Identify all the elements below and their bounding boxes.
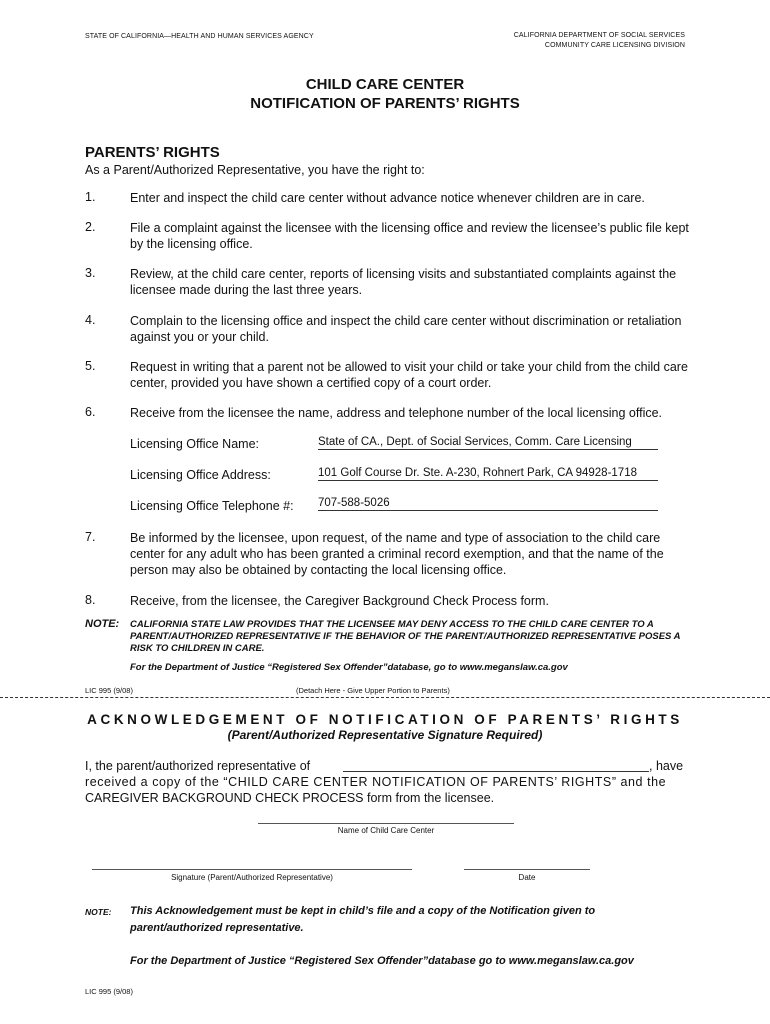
item-text: Request in writing that a parent not be allowed to visit your child or take your child from the child care center, provided you have shown a certified copy of a court order. (130, 360, 688, 390)
item-text: Enter and inspect the child care center without advance notice whenever children are in care. (130, 191, 645, 205)
ack-line1-end: , have (649, 759, 684, 773)
ack-line1-start: I, the parent/authorized representative of (85, 759, 311, 773)
item-number: 1. (85, 190, 96, 204)
ack-note-label: NOTE: (85, 907, 112, 917)
item-number: 4. (85, 313, 96, 327)
date-label: Date (518, 873, 536, 882)
form-title-line2: NOTIFICATION OF PARENTS’ RIGHTS (250, 95, 520, 112)
ack-doj-notice: For the Department of Justice “Registered Sex Offender”database go to www.meganslaw.ca.gov (130, 955, 634, 967)
form-title-line1: CHILD CARE CENTER (305, 76, 465, 93)
doj-notice: For the Department of Justice “Registered Sex Offender”database, go to www.meganslaw.ca.gov (130, 662, 568, 673)
item-number: 6. (85, 405, 96, 419)
office-address-field[interactable]: 101 Golf Course Dr. Ste. A-230, Rohnert Park, CA 94928-1718 (318, 467, 658, 481)
signature-label: Signature (Parent/Authorized Representative) (171, 873, 333, 882)
section-heading: PARENTS’ RIGHTS (85, 144, 220, 161)
agency-header: STATE OF CALIFORNIA—HEALTH AND HUMAN SERVICES AGENCY (85, 33, 314, 40)
ack-title: ACKNOWLEDGEMENT OF NOTIFICATION OF PARENTS’ RIGHTS (87, 712, 683, 727)
date-line[interactable] (464, 869, 590, 870)
item-text: Review, at the child care center, reports of licensing visits and substantiated complaints against the licensee made during the last three years. (130, 267, 677, 297)
child-name-line[interactable] (343, 771, 649, 772)
ack-line3: CAREGIVER BACKGROUND CHECK PROCESS form from the licensee. (85, 791, 495, 805)
item-number: 3. (85, 266, 96, 280)
form-id: LIC 995 (9/08) (85, 686, 133, 695)
item-text: Receive from the licensee the name, address and telephone number of the local licensing office. (130, 406, 663, 420)
item-number: 7. (85, 530, 96, 544)
item-number: 8. (85, 593, 96, 607)
office-name-field[interactable]: State of CA., Dept. of Social Services, Comm. Care Licensing (318, 436, 658, 450)
center-name-line[interactable] (258, 823, 514, 824)
item-text: Receive, from the licensee, the Caregiver Background Check Process form. (130, 594, 549, 608)
ack-subtitle: (Parent/Authorized Representative Signature Required) (227, 728, 543, 742)
office-address-label: Licensing Office Address: (130, 468, 271, 482)
ack-note-text: This Acknowledgement must be kept in child’s file and a copy of the Notification given to parent/authorized representative. (130, 905, 596, 934)
item-number: 2. (85, 220, 96, 234)
office-name-label: Licensing Office Name: (130, 437, 259, 451)
detach-instruction: (Detach Here - Give Upper Portion to Parents) (296, 686, 450, 695)
section-intro: As a Parent/Authorized Representative, you have the right to: (85, 163, 425, 177)
footer-form-id: LIC 995 (9/08) (85, 987, 133, 996)
division-name: COMMUNITY CARE LICENSING DIVISION (544, 42, 685, 49)
office-phone-field[interactable]: 707-588-5026 (318, 497, 658, 511)
note-text: CALIFORNIA STATE LAW PROVIDES THAT THE LICENSEE MAY DENY ACCESS TO THE CHILD CARE CENTER TO A PARENT/AUTHORIZED REPRESENTATIVE IF THE BEHAVIOR OF THE PARENT/AUTHORIZED REPRESENTATIVE POSES A RISK TO CHILDREN IN CARE. (130, 619, 681, 654)
note-label: NOTE: (85, 618, 120, 630)
item-text: Be informed by the licensee, upon request, of the name and type of association to the child care center for any adult who has been granted a criminal record exemption, and that the name of the person may also be obtained by contacting the local licensing office. (130, 531, 664, 577)
office-phone-label: Licensing Office Telephone #: (130, 499, 294, 513)
item-number: 5. (85, 359, 96, 373)
item-text: File a complaint against the licensee with the licensing office and review the licensee’s public file kept by the licensing office. (130, 221, 689, 251)
department-header (514, 31, 685, 51)
ack-line2: received a copy of the “CHILD CARE CENTER NOTIFICATION OF PARENTS’ RIGHTS” and the (85, 775, 667, 789)
detach-line (0, 697, 770, 698)
signature-line[interactable] (92, 869, 412, 870)
department-name: CALIFORNIA DEPARTMENT OF SOCIAL SERVICES (513, 32, 685, 39)
item-text: Complain to the licensing office and inspect the child care center without discrimination or retaliation against you or your child. (130, 314, 682, 344)
center-name-label: Name of Child Care Center (337, 826, 435, 835)
